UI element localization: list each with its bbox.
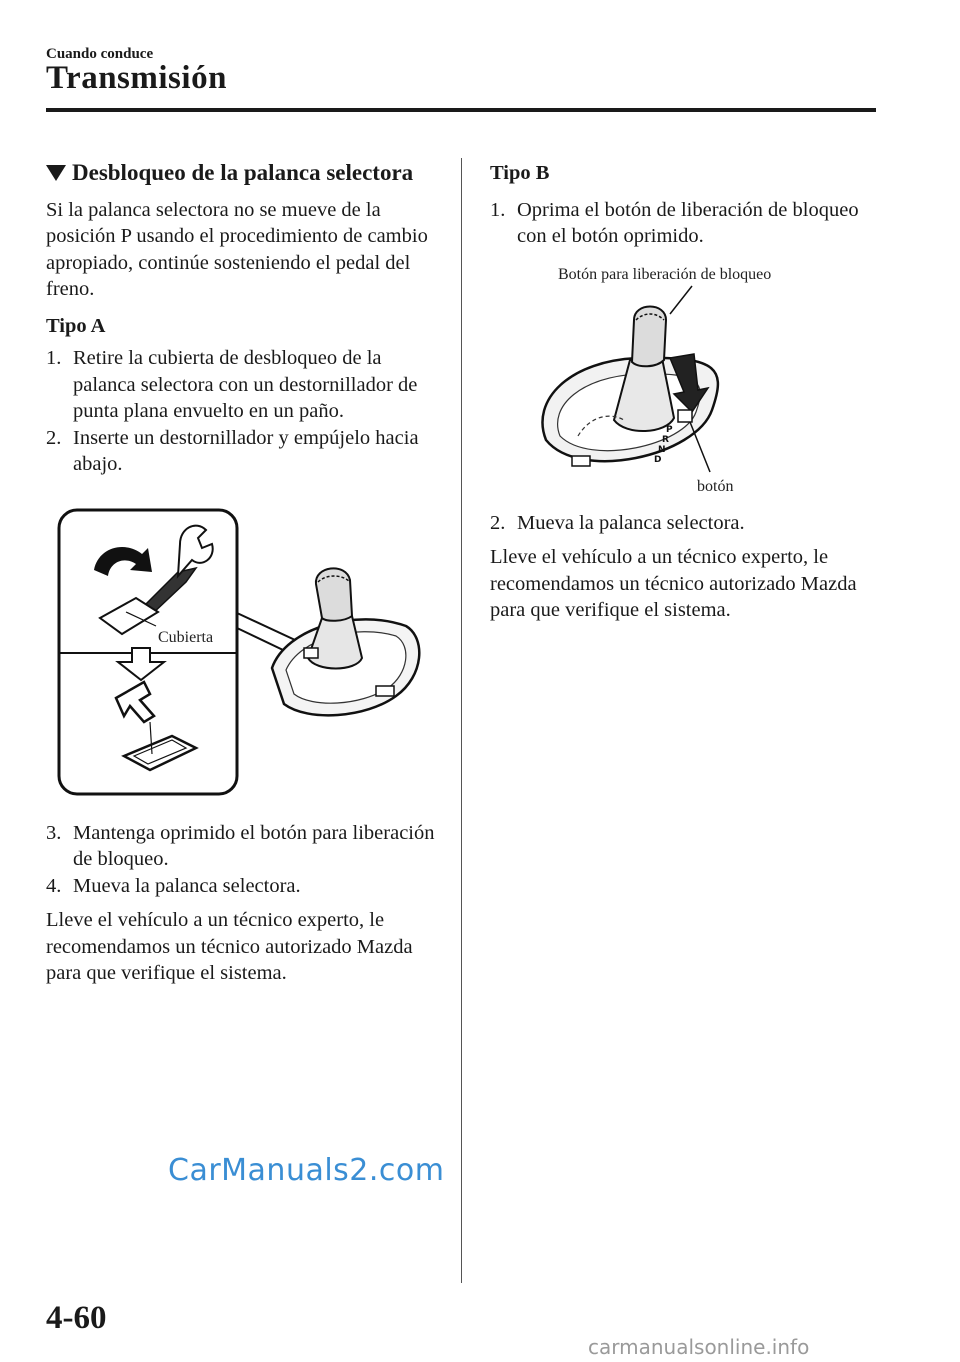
step-number: 4. <box>46 874 62 897</box>
type-a-heading: Tipo A <box>46 314 106 337</box>
step-number: 2. <box>490 511 506 534</box>
steps-b-list <box>490 197 880 250</box>
step-text: Mueva la palanca selectora. <box>73 874 301 897</box>
release-button <box>678 410 692 422</box>
page-number: 4-60 <box>46 1300 107 1336</box>
step-item <box>490 197 880 250</box>
step-number: 2. <box>46 426 62 449</box>
step-text: Mantenga oprimido el botón para liberación de bloqueo. <box>73 821 435 870</box>
right-column <box>490 158 880 634</box>
step-item <box>46 873 441 900</box>
shift-boot <box>308 616 362 669</box>
chapter-title: Transmisión <box>46 60 227 96</box>
section-heading-text: Desbloqueo de la palanca selectora <box>72 160 414 185</box>
footer-url: carmanualsonline.info <box>588 1335 810 1359</box>
step-text: Mueva la palanca selectora. <box>517 511 745 534</box>
gear-letter: R <box>662 434 669 445</box>
console-slot <box>376 686 394 696</box>
triangle-bullet-icon <box>46 165 66 181</box>
step-text: Inserte un destornillador y empújelo hacia abajo. <box>73 426 419 475</box>
steps-b2-list <box>490 510 880 537</box>
console-slot <box>572 456 590 466</box>
gear-letter: P <box>666 424 673 435</box>
intro-paragraph: Si la palanca selectora no se mueve de la posición P usando el procedimiento de cambio apropiado, continúe sosteniendo el pedal del freno. <box>46 198 428 300</box>
step-number: 1. <box>46 347 62 369</box>
step-item <box>46 425 441 478</box>
step-text: Retire la cubierta de desbloqueo de la palanca selectora con un destornillador de punta plana envuelto en un paño. <box>73 347 418 422</box>
step-item <box>490 510 880 537</box>
closing-paragraph: Lleve el vehículo a un técnico experto, le recomendamos un técnico autorizado Mazda para que verifique el sistema. <box>46 909 413 984</box>
shift-knob <box>632 306 666 366</box>
steps-a2-list <box>46 820 441 900</box>
header-rule <box>46 108 876 112</box>
figure-type-b <box>490 260 880 500</box>
step-item <box>46 345 441 425</box>
step-item <box>46 820 441 873</box>
step-text: Oprima el botón de liberación de bloqueo con el botón oprimido. <box>517 198 859 247</box>
watermark: CarManuals2.com <box>168 1153 445 1188</box>
section-heading <box>46 160 441 187</box>
step-number: 3. <box>46 821 62 844</box>
closing-paragraph: Lleve el vehículo a un técnico experto, le recomendamos un técnico autorizado Mazda para que verifique el sistema. <box>490 546 857 621</box>
left-column <box>46 158 441 997</box>
type-b-illustration <box>490 260 880 500</box>
steps-a-list <box>46 345 441 478</box>
cubierta-label: Cubierta <box>158 628 214 646</box>
section-label: Cuando conduce <box>46 46 154 62</box>
step-number: 1. <box>490 198 506 221</box>
gear-letter: D <box>654 454 662 465</box>
release-button-label: Botón para liberación de bloqueo <box>558 265 772 283</box>
gear-letter: N <box>658 444 666 455</box>
button-label: botón <box>697 477 734 495</box>
figure-type-a <box>46 508 441 808</box>
column-divider <box>461 158 462 1283</box>
type-b-heading: Tipo B <box>490 162 550 184</box>
type-a-illustration <box>46 508 441 808</box>
